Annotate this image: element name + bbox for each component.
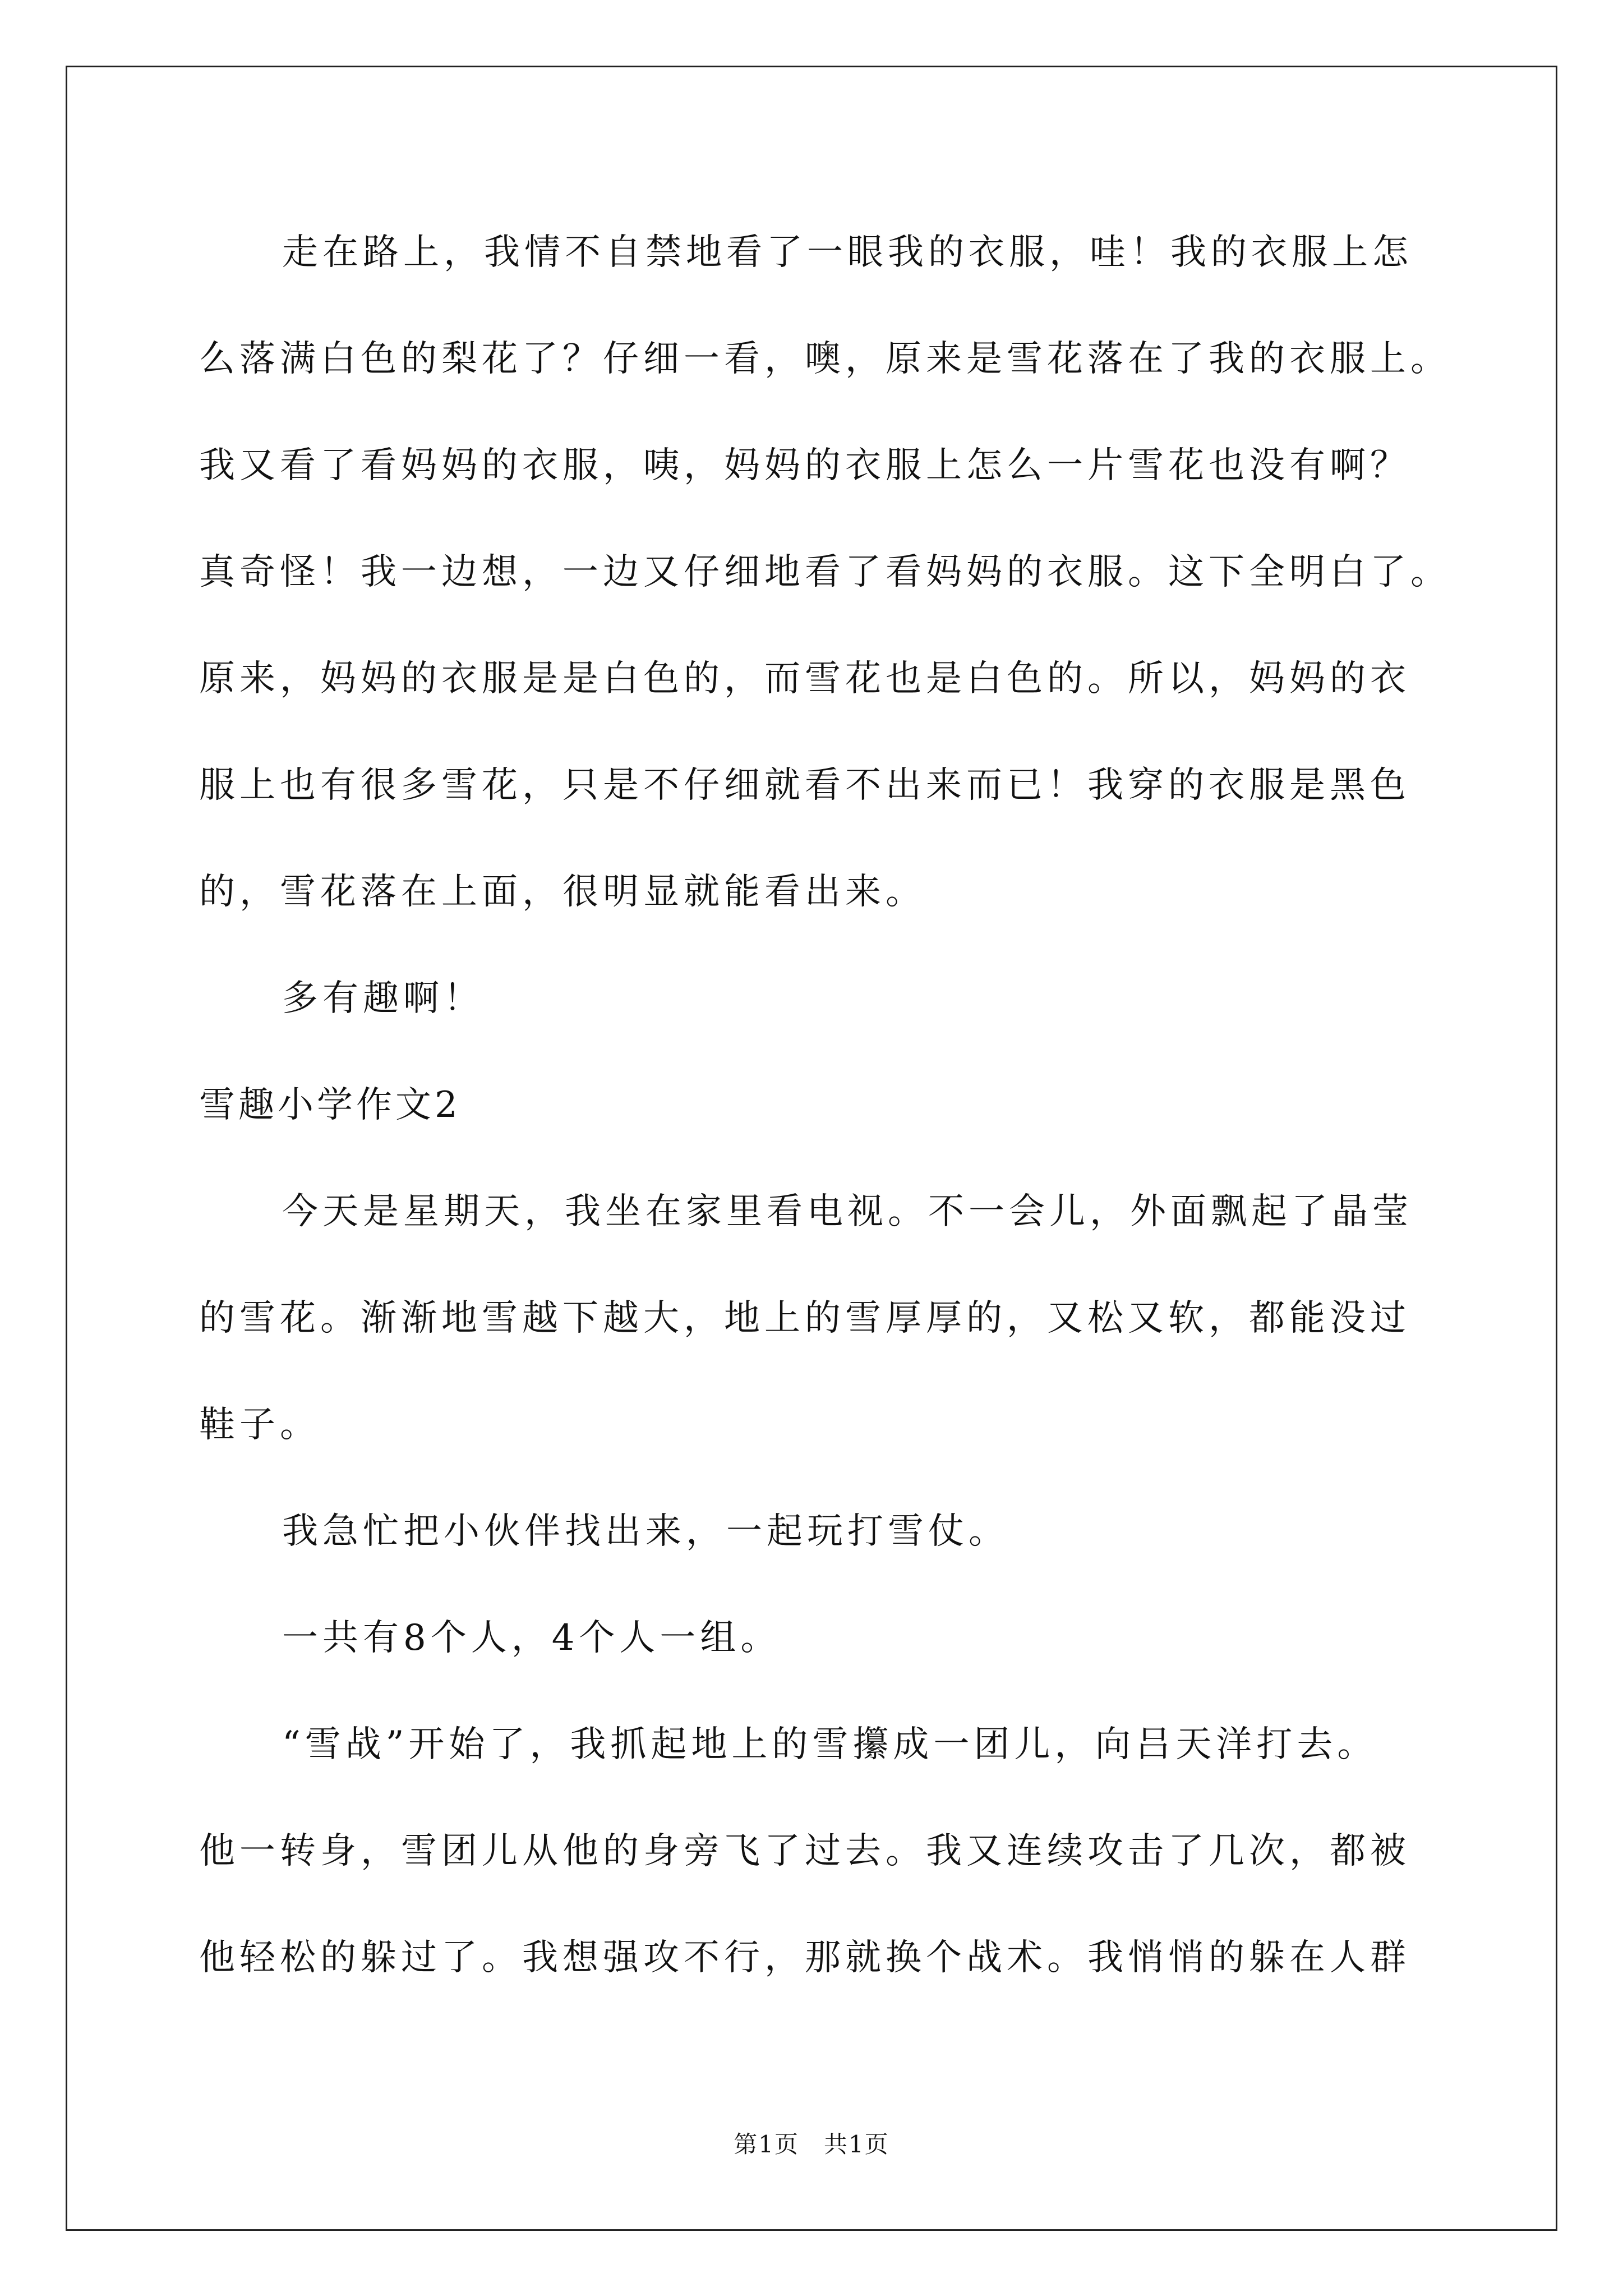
text-line: 原来，妈妈的衣服是是白色的，而雪花也是白色的。所以，妈妈的衣	[199, 658, 1410, 700]
text-line: 我急忙把小伙伴找出来，一起玩打雪仗。	[282, 1511, 1009, 1552]
section-heading	[199, 1052, 1461, 1158]
text-line: 走在路上，我情不自禁地看了一眼我的衣服，哇！我的衣服上怎	[282, 232, 1413, 273]
text-line: 鞋子。	[199, 1404, 320, 1446]
text-line: 他一转身，雪团儿从他的身旁飞了过去。我又连续攻击了几次，都被	[199, 1830, 1410, 1872]
text-line: 多有趣啊！	[282, 978, 484, 1019]
text-line: 的雪花。渐渐地雪越下越大，地上的雪厚厚的，又松又软，都能没过	[199, 1297, 1410, 1339]
page-number-footer: 第1页 共1页	[734, 2131, 889, 2158]
text-line: 他轻松的躲过了。我想强攻不行，那就换个战术。我悄悄的躲在人群	[199, 1937, 1410, 1978]
text-line: 一共有8个人，4个人一组。	[282, 1617, 781, 1659]
text-line: 今天是星期天，我坐在家里看电视。不一会儿，外面飘起了晶莹	[282, 1191, 1413, 1232]
text-line: 服上也有很多雪花，只是不仔细就看不出来而已！我穿的衣服是黑色	[199, 765, 1410, 806]
essay-title: 雪趣小学作文2	[199, 1084, 461, 1126]
paragraph-3	[199, 1158, 1461, 1478]
document-body	[199, 199, 1461, 2011]
paragraph-1	[199, 199, 1461, 945]
text-line: “雪战”开始了，我抓起地上的雪攥成一团儿，向吕天洋打去。	[282, 1724, 1378, 1765]
paragraph-4	[199, 1478, 1461, 1585]
text-line: 我又看了看妈妈的衣服，咦，妈妈的衣服上怎么一片雪花也没有啊？	[199, 445, 1410, 486]
text-line: 么落满白色的梨花了？仔细一看，噢，原来是雪花落在了我的衣服上。	[199, 338, 1451, 380]
text-line: 真奇怪！我一边想，一边又仔细地看了看妈妈的衣服。这下全明白了。	[199, 551, 1451, 593]
paragraph-6	[199, 1691, 1461, 2011]
text-line: 的，雪花落在上面，很明显就能看出来。	[199, 871, 926, 913]
paragraph-2	[199, 945, 1461, 1052]
paragraph-5	[199, 1585, 1461, 1691]
